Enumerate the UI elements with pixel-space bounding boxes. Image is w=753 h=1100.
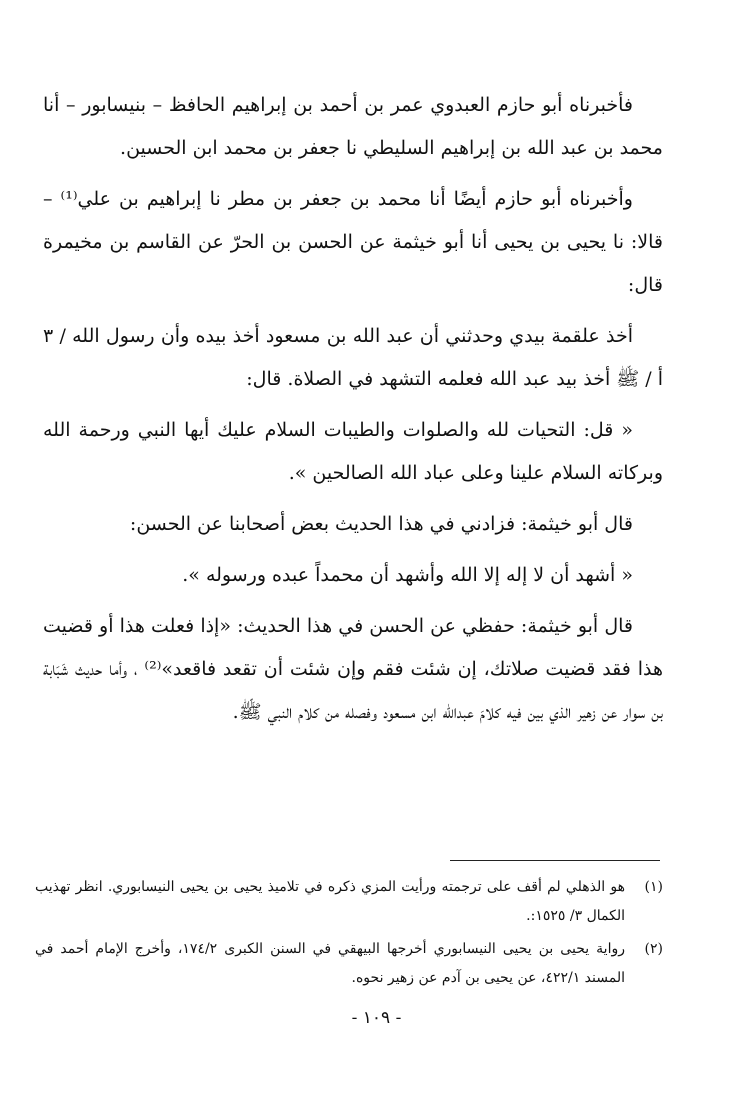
paragraph-isnad-2: وأخبرناه أبو حازم أيضًا أنا محمد بن جعفر بن مطر نا إبراهيم بن علي⁽¹⁾ – قالا: نا يحيى بن يحيى أنا أبو خيثمة عن الحسن بن الحرّ عن القاسم بن مخيمرة قال: [43, 188, 663, 296]
main-text [43, 84, 663, 746]
paragraph-narration: أخذ علقمة بيدي وحدثني أن عبد الله بن مسعود أخذ بيده وأن رسول الله / ٣ أ / ﷺ أخذ بيد عبد الله فعلمه التشهد في الصلاة. قال: [43, 325, 663, 390]
paragraph-tashahhud: « قل: التحيات لله والصلوات والطيبات السلام عليك أيها النبي ورحمة الله وبركاته السلام علينا وعلى عباد الله الصالحين ». [43, 419, 663, 484]
footnote-text: رواية يحيى بن يحيى النيسابوري أخرجها البيهقي في السنن الكبرى ١٧٤/٢، وأخرج الإمام أحمد في المسند ٤٢٢/١، عن يحيى بن آدم عن زهير نحوه. [35, 941, 625, 986]
paragraph-shahada: « أشهد أن لا إله إلا الله وأشهد أن محمداً عبده ورسوله ». [182, 564, 633, 586]
footnotes [35, 873, 663, 997]
page-number: - ١٠٩ - [351, 1008, 402, 1028]
footnote-text: هو الذهلي لم أقف على ترجمته ورأيت المزي ذكره في تلاميذ يحيى بن يحيى النيسابوري. انظر تهذيب الكمال ٣/ ١٥٢٥:. [35, 879, 625, 924]
paragraph-addition-intro: قال أبو خيثمة: فزادني في هذا الحديث بعض أصحابنا عن الحسن: [129, 513, 633, 535]
paragraph-isnad-1: فأخبرناه أبو حازم العبدوي عمر بن أحمد بن إبراهيم الحافظ – بنيسابور – أنا محمد بن عبد الله بن إبراهيم السليطي نا جعفر بن محمد ابن الحسين. [43, 94, 663, 159]
paragraph-abu-khaythama: قال أبو خيثمة: حفظي عن الحسن في هذا الحديث: «إذا فعلت هذا أو قضيت هذا فقد قضيت صلاتك، إن شئت فقم وإن شئت أن تقعد فاقعد»⁽²⁾ ، وأما حديث شَبَابة بن سوار عن زهير الذي بين فيه كلامَ عبدالله ابن مسعود وفصله من كلام النبي ﷺ. [43, 615, 663, 723]
footnote-number: (٢) [644, 941, 663, 957]
footnote-number: (١) [644, 879, 663, 895]
footnote-separator [450, 860, 660, 861]
footnote-2 [35, 935, 663, 993]
footnote-1 [35, 873, 663, 931]
